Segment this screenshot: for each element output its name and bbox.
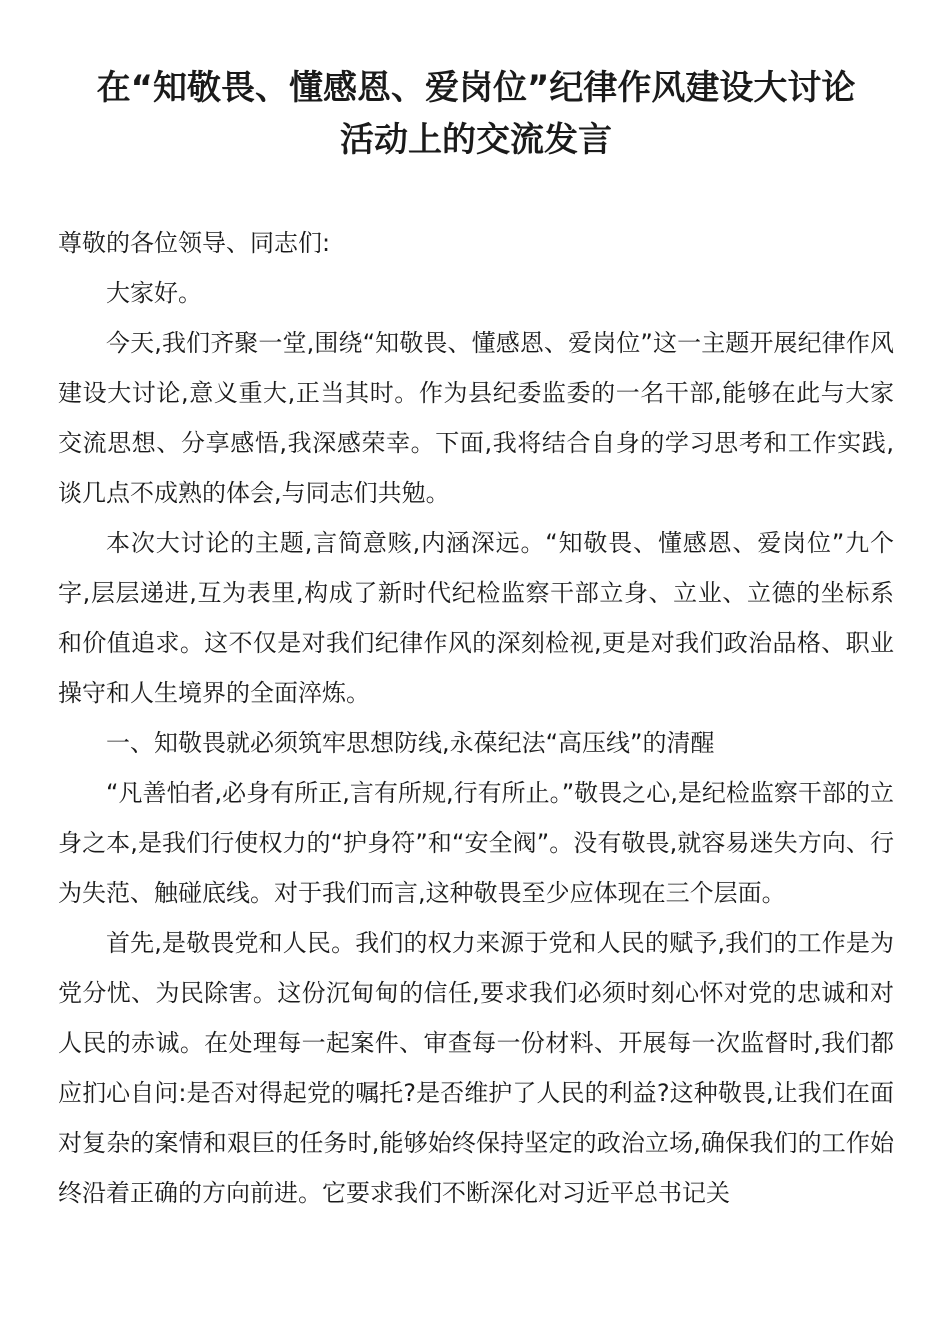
greeting-paragraph: 大家好。 xyxy=(106,279,202,307)
intro-paragraph: 今天,我们齐聚一堂,围绕“知敬畏、懂感恩、爱岗位”这一主题开展纪律作风建设大讨论,意义重大,正当其时。作为县纪委监委的一名干部,能够在此与大家交流思想、分享感悟,我深感荣幸。下面,我将结合自身的学习思考和工作实践,谈几点不成熟的体会,与同志们共勉。 xyxy=(58,329,894,507)
title-line-1: 在“知敬畏、懂感恩、爱岗位”纪律作风建设大讨论 xyxy=(96,68,856,108)
document-title xyxy=(58,62,894,166)
salutation: 尊敬的各位领导、同志们: xyxy=(58,229,331,257)
section-1-paragraph-2: 首先,是敬畏党和人民。我们的权力来源于党和人民的赋予,我们的工作是为党分忧、为民除害。这份沉甸甸的信任,要求我们必须时刻心怀对党的忠诚和对人民的赤诚。在处理每一起案件、审查每一份材料、开展每一次监督时,我们都应扪心自问:是否对得起党的嘱托?是否维护了人民的利益?这种敬畏,让我们在面对复杂的案情和艰巨的任务时,能够始终保持坚定的政治立场,确保我们的工作始终沿着正确的方向前进。它要求我们不断深化对习近平总书记关 xyxy=(58,929,894,1207)
document-page xyxy=(58,62,894,1218)
theme-paragraph: 本次大讨论的主题,言简意赅,内涵深远。“知敬畏、懂感恩、爱岗位”九个字,层层递进,互为表里,构成了新时代纪检监察干部立身、立业、立德的坐标系和价值追求。这不仅是对我们纪律作风的深刻检视,更是对我们政治品格、职业操守和人生境界的全面淬炼。 xyxy=(58,529,894,707)
title-line-2: 活动上的交流发言 xyxy=(340,120,612,160)
section-1-paragraph-1: “凡善怕者,必身有所正,言有所规,行有所止。”敬畏之心,是纪检监察干部的立身之本,是我们行使权力的“护身符”和“安全阀”。没有敬畏,就容易迷失方向、行为失范、触碰底线。对于我们而言,这种敬畏至少应体现在三个层面。 xyxy=(58,779,894,907)
section-heading-1: 一、知敬畏就必须筑牢思想防线,永葆纪法“高压线”的清醒 xyxy=(106,729,715,757)
document-body xyxy=(58,218,894,1218)
